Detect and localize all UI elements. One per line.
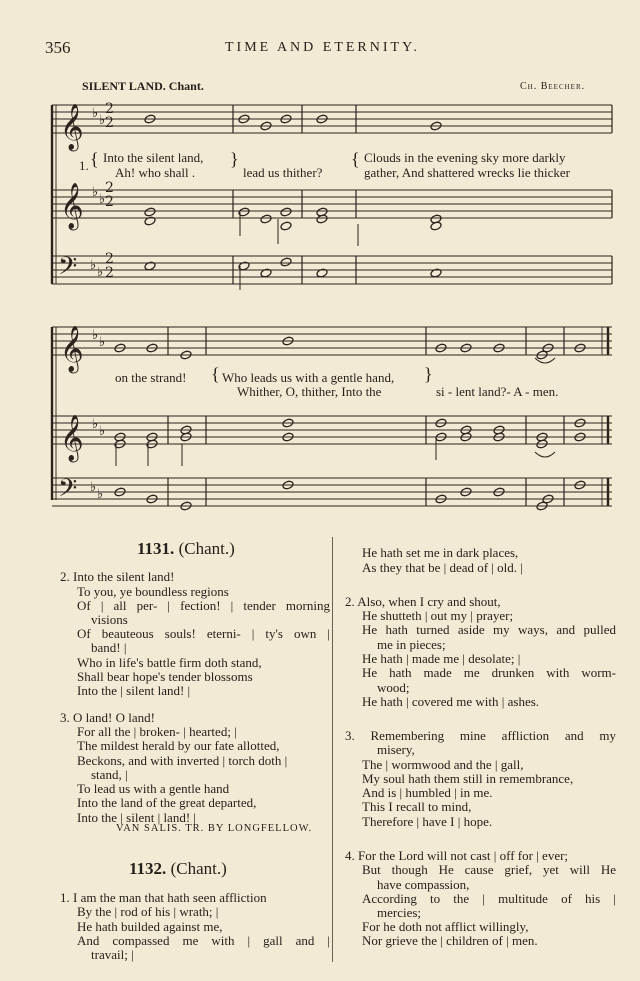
verse-line: He hath set me in dark places,: [362, 545, 519, 560]
verse-line: For he doth not afflict willingly,: [362, 919, 529, 934]
brace-left: {: [211, 364, 220, 384]
verse-line: Who in life's battle firm doth stand,: [77, 655, 262, 670]
brace-left: {: [90, 149, 99, 169]
verse-line: 3. O land! O land!: [60, 710, 155, 725]
note-half: [144, 216, 156, 226]
verse-line: Into the land of the great departed,: [77, 795, 257, 810]
verse-line: He hath made me drunken with worm-: [362, 665, 616, 680]
verse-line: He hath builded against me,: [77, 919, 223, 934]
note-half: [280, 221, 292, 231]
verse-line: mercies;: [377, 905, 422, 920]
verse-line: 2. Into the silent land!: [60, 569, 175, 584]
flat-icon: ♭: [92, 185, 99, 200]
verse-line: According to the | multitude of his |: [362, 891, 616, 906]
lyric-line: Whither, O, thither, Into the: [237, 384, 382, 399]
verse-line: He hath turned aside my ways, and pulled: [362, 622, 616, 637]
note-half: [280, 257, 292, 267]
chant-number: 1131.: [137, 539, 175, 558]
verse-line: Of | all per- | fection! | tender morning: [77, 598, 330, 613]
flat-icon: ♭: [97, 265, 104, 280]
flat-icon: ♭: [90, 258, 97, 273]
verse-line: Therefore | have I | hope.: [362, 814, 493, 829]
running-title: TIME AND ETERNITY.: [225, 40, 420, 55]
flat-icon: ♭: [92, 106, 99, 121]
treble-clef-icon: 𝄞: [60, 415, 84, 461]
verse-line: As they that be | dead of | old. |: [362, 560, 523, 575]
verse-line: Into the | silent land! |: [77, 683, 191, 698]
verse-line: misery,: [377, 742, 415, 757]
verse-line: For all the | broken- | hearted; |: [77, 724, 237, 739]
verse-line: travail; |: [91, 947, 134, 962]
verse-line: Of beauteous souls! eterni- | ty's own |: [77, 626, 330, 641]
verse-line: me in pieces;: [377, 637, 446, 652]
lyric-line: on the strand!: [115, 370, 187, 385]
treble-clef-icon: 𝄞: [60, 183, 84, 229]
verse-line: To lead us with a gentle hand: [77, 781, 230, 796]
chant-heading: [129, 859, 227, 879]
note-half: [144, 207, 156, 217]
verse-line: The | wormwood and the | gall,: [362, 757, 524, 772]
bass-clef-icon: 𝄢: [58, 474, 78, 509]
verse-line: 3. Remembering mine affliction and my: [345, 728, 616, 743]
flat-icon: ♭: [99, 335, 106, 350]
verse-line: This I recall to mind,: [362, 799, 472, 814]
note-half: [144, 261, 156, 271]
time-signature: 2: [105, 180, 114, 196]
verse-line: My soul hath them still in remembrance,: [362, 771, 574, 786]
verse-line: have compassion,: [377, 877, 470, 892]
chant-heading: [137, 539, 235, 559]
verse-line: 2. Also, when I cry and shout,: [345, 594, 501, 609]
verse-line: visions: [91, 612, 128, 627]
chant-label: (Chant.): [170, 859, 227, 878]
verse-line: And compassed me with | gall and |: [77, 933, 330, 948]
tie: [535, 358, 555, 363]
verse-line: To you, ye boundless regions: [77, 584, 229, 599]
note-half: [316, 268, 328, 278]
flat-icon: ♭: [90, 480, 97, 495]
bass-clef-icon: 𝄢: [58, 252, 78, 287]
flat-icon: ♭: [92, 417, 99, 432]
tune-title: SILENT LAND. Chant.: [82, 79, 204, 93]
verse-line: Nor grieve the | children of | men.: [362, 933, 538, 948]
verse-line: He shutteth | out my | prayer;: [362, 608, 514, 623]
lyric-line: Ah! who shall .: [115, 165, 196, 180]
flat-icon: ♭: [92, 328, 99, 343]
flat-icon: ♭: [99, 192, 106, 207]
flat-icon: ♭: [97, 487, 104, 502]
verse-number: 1.: [79, 158, 89, 173]
verse-line: wood;: [377, 680, 410, 695]
time-signature: 2: [105, 265, 114, 281]
note-half: [260, 214, 272, 224]
attribution: VAN SALIS. TR. BY LONGFELLOW.: [116, 823, 313, 834]
column-divider: [332, 537, 333, 962]
time-signature: 2: [105, 251, 114, 267]
composer: Ch. Beecher.: [520, 81, 586, 92]
tie: [535, 452, 555, 457]
flat-icon: ♭: [99, 424, 106, 439]
verse-line: The mildest herald by our fate allotted,: [77, 738, 280, 753]
verse-line: stand, |: [91, 767, 128, 782]
lyric-line: Clouds in the evening sky more darkly: [364, 150, 566, 165]
brace-right: }: [424, 364, 433, 384]
time-signature: 2: [105, 115, 114, 131]
lyric-line: gather, And shattered wrecks lie thicker: [364, 165, 570, 180]
page-number: 356: [45, 38, 71, 57]
treble-clef-icon: 𝄞: [60, 326, 84, 372]
chant-label: (Chant.): [178, 539, 235, 558]
treble-clef-icon: 𝄞: [60, 104, 84, 150]
brace-left: {: [351, 149, 360, 169]
verse-line: He hath | made me | desolate; |: [362, 651, 521, 666]
verse-line: But though He cause grief, yet will He: [362, 862, 616, 877]
verse-line: 1. I am the man that hath seen affliction: [60, 890, 267, 905]
flat-icon: ♭: [99, 113, 106, 128]
verse-line: By the | rod of his | wrath; |: [77, 904, 219, 919]
lyric-line: Who leads us with a gentle hand,: [222, 370, 395, 385]
verse-line: Shall bear hope's tender blossoms: [77, 669, 253, 684]
verse-line: Beckons, and with inverted | torch doth |: [77, 753, 288, 768]
time-signature: 2: [105, 101, 114, 117]
verse-line: Into the | silent | land! |: [77, 810, 197, 825]
lyric-line: Into the silent land,: [103, 150, 204, 165]
chant-number: 1132.: [129, 859, 167, 878]
note-half: [430, 268, 442, 278]
verse-line: And is | humbled | in me.: [362, 785, 493, 800]
time-signature: 2: [105, 194, 114, 210]
verse-line: 4. For the Lord will not cast | off for | ever;: [345, 848, 569, 863]
verse-line: band! |: [91, 640, 127, 655]
note-half: [280, 207, 292, 217]
lyric-line: si - lent land?- A - men.: [436, 384, 559, 399]
brace-right: }: [230, 149, 239, 169]
lyric-line: lead us thither?: [243, 165, 323, 180]
note-half: [260, 268, 272, 278]
verse-line: He hath | covered me with | ashes.: [362, 694, 540, 709]
